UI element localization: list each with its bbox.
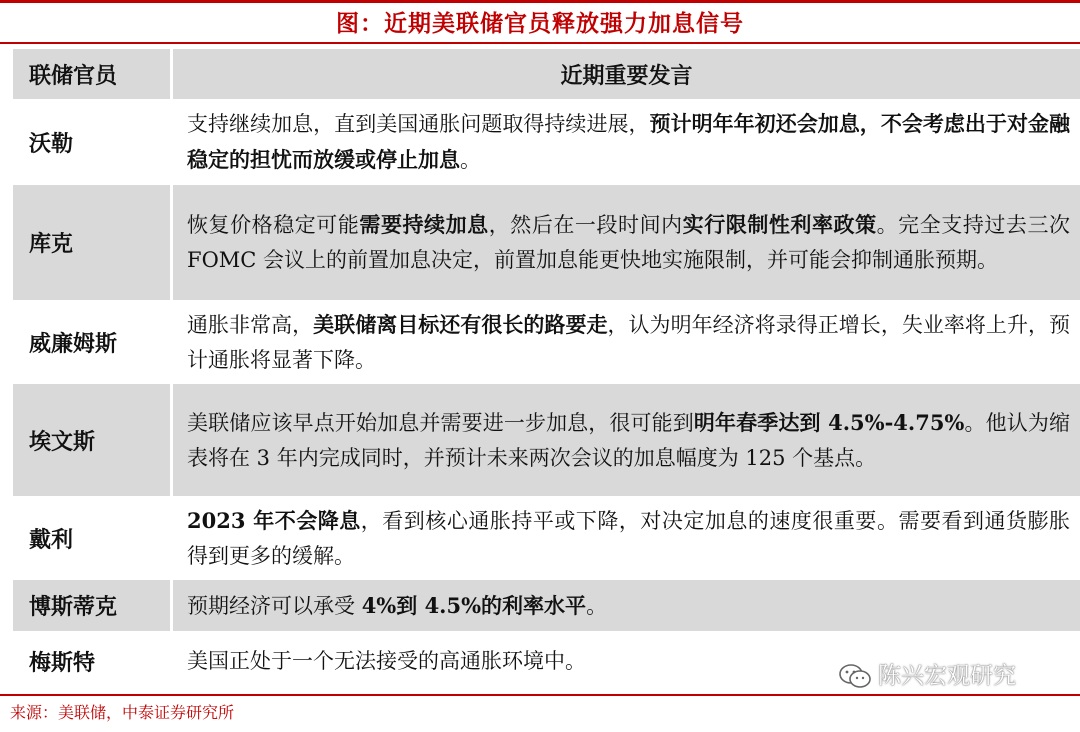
- top-rule: [0, 0, 1080, 3]
- speech-text: [173, 102, 1080, 182]
- speech-segment: 。他认为缩表将在 3 年内完成同时，并预计未来两次会议的加息幅度为 125 个基点。: [187, 410, 1070, 470]
- table-row: [13, 102, 1080, 182]
- watermark: [838, 660, 1016, 692]
- table-row: [13, 303, 1080, 381]
- table-row: [13, 384, 1080, 496]
- speech-segment: 。完全支持过去三次 FOMC 会议上的前置加息决定，前置加息能更快地实施限制，并可能会抑制通胀预期。: [187, 213, 1071, 272]
- speech-segment: 美联储应该早点开始加息并需要进一步加息，很可能到: [187, 410, 694, 435]
- official-name: 威廉姆斯: [13, 303, 173, 381]
- speech-bold-segment: 4%到 4.5%的利率水平: [361, 592, 587, 618]
- speech-text: [173, 185, 1080, 300]
- speech-text: [173, 580, 1080, 631]
- speech-segment: 美国正处于一个无法接受的高通胀环境中。: [187, 648, 586, 673]
- speech-segment: 。: [460, 148, 481, 172]
- official-name: 库克: [13, 185, 173, 300]
- speech-bold-segment: 美联储离目标还有很长的路要走: [313, 311, 608, 337]
- watermark-text: 陈兴宏观研究: [878, 663, 1016, 689]
- official-name: 沃勒: [13, 102, 173, 182]
- speech-bold-segment: 预计明年年初还会加息，不会考虑出于对金融稳定的担忧而放缓或停止加息: [187, 111, 1071, 172]
- official-name: 梅斯特: [13, 634, 173, 688]
- official-name: 戴利: [13, 499, 173, 577]
- speech-text: [173, 303, 1080, 381]
- speech-segment: 恢复价格稳定可能: [187, 213, 360, 237]
- speech-text: [173, 384, 1080, 496]
- speech-text: [173, 499, 1080, 577]
- header-speech: 近期重要发言: [173, 49, 1080, 99]
- official-name: 博斯蒂克: [13, 580, 173, 631]
- speech-segment: 支持继续加息，直到美国通胀问题取得持续进展，: [187, 112, 650, 136]
- officials-table: [13, 46, 1080, 691]
- wechat-icon: [838, 663, 872, 689]
- table-row: [13, 185, 1080, 300]
- speech-bold-segment: 需要持续加息: [359, 212, 489, 237]
- speech-segment: 。: [586, 593, 608, 618]
- speech-bold-segment: 2023 年不会降息: [187, 507, 361, 533]
- speech-bold-segment: 明年春季达到 4.5%-4.75%: [693, 409, 965, 435]
- speech-segment: ，然后在一段时间内: [488, 213, 683, 237]
- speech-segment: 预期经济可以承受: [187, 593, 362, 618]
- official-name: 埃文斯: [13, 384, 173, 496]
- table-row: [13, 499, 1080, 577]
- speech-segment: ，看到核心通胀持平或下降，对决定加息的速度很重要。需要看到通货膨胀得到更多的缓解。: [187, 508, 1070, 568]
- speech-segment: ，认为明年经济将录得正增长，失业率将上升，预计通胀将显著下降。: [187, 312, 1071, 372]
- source-note: 来源：美联储，中泰证券研究所: [10, 703, 235, 722]
- header-official: 联储官员: [13, 49, 173, 99]
- speech-segment: 通胀非常高，: [187, 312, 314, 337]
- bottom-rule: [0, 694, 1080, 696]
- table-row: [13, 580, 1080, 631]
- figure-title: 图：近期美联储官员释放强力加息信号: [336, 10, 744, 37]
- table-header-row: [13, 49, 1080, 99]
- speech-bold-segment: 实行限制性利率政策: [682, 212, 877, 237]
- title-rule: [0, 42, 1080, 44]
